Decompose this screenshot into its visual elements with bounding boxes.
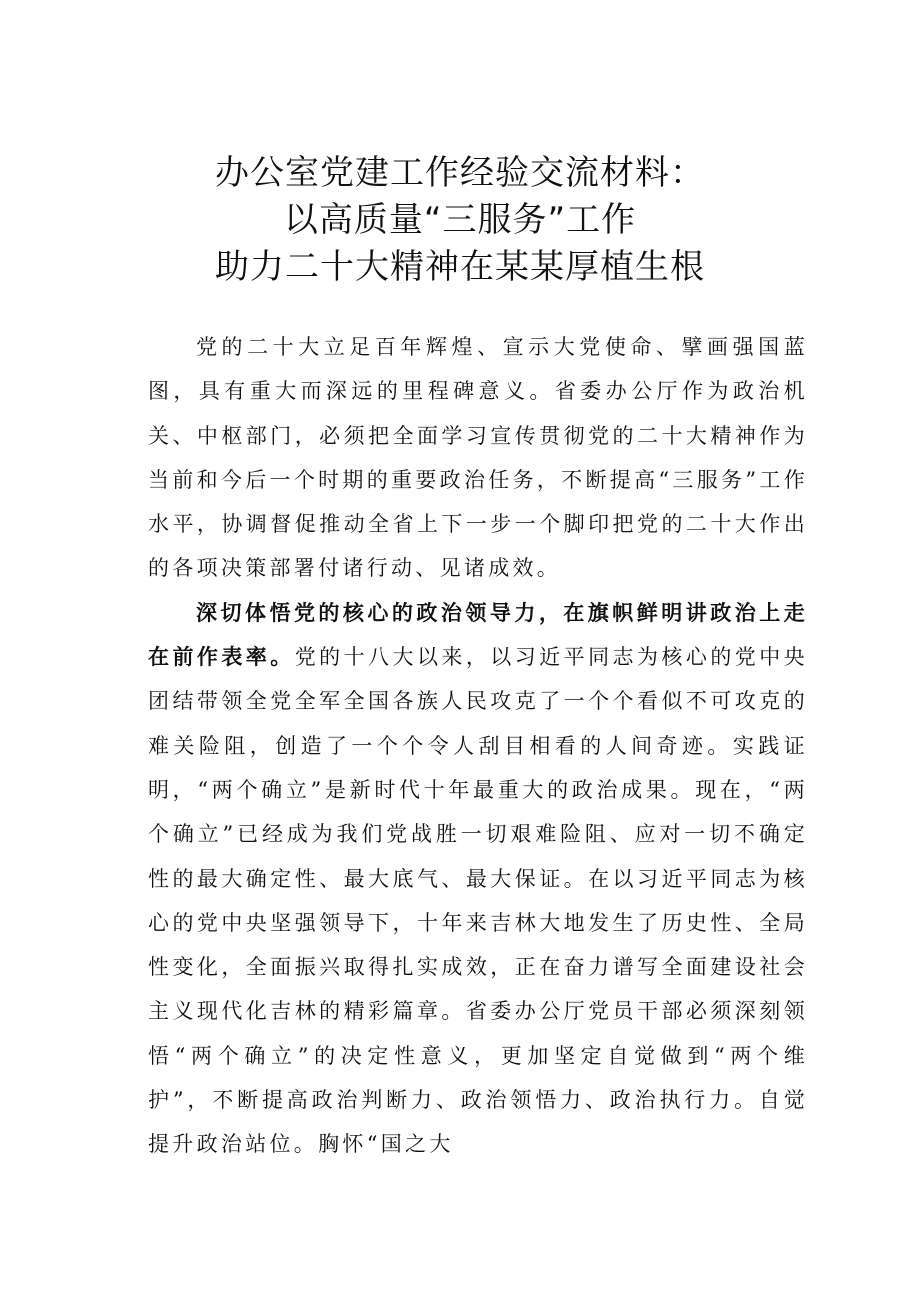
section-1-text: 党的十八大以来，以习近平同志为核心的党中央团结带领全党全军全国各族人民攻克了一个个看似不可攻克的难关险阻，创造了一个个令人刮目相看的人间奇迹。实践证明，“两个确立”是新时代十年最重大的政治成果。现在，“两个确立”已经成为我们党战胜一切艰难险阻、应对一切不确定性的最大确定性、最大底气、最大保证。在以习近平同志为核心的党中央坚强领导下，十年来吉林大地发生了历史性、全局性变化，全面振兴取得扎实成效，正在奋力谱写全面建设社会主义现代化吉林的精彩篇章。省委办公厅党员干部必须深刻领悟“两个确立”的决定性意义，更加坚定自觉做到“两个维护”，不断提高政治判断力、政治领悟力、政治执行力。自觉提升政治站位。胸怀“国之大 bbox=[148, 645, 808, 1157]
document-body bbox=[148, 325, 808, 1167]
title-line-2: 以高质量“三服务”工作 bbox=[283, 200, 637, 240]
title-line-1: 办公室党建工作经验交流材料： bbox=[215, 153, 705, 193]
paragraph-intro-text: 党的二十大立足百年辉煌、宣示大党使命、擘画强国蓝图，具有重大而深远的里程碑意义。省委办公厅作为政治机关、中枢部门，必须把全面学习宣传贯彻党的二十大精神作为当前和今后一个时期的重要政治任务，不断提高“三服务”工作水平，协调督促推动全省上下一步一个脚印把党的二十大作出的各项决策部署付诸行动、见诸成效。 bbox=[148, 335, 808, 581]
section-1-heading: 深切体悟党的核心的政治领导力，在旗帜鲜明讲政治上走在前作表率。 bbox=[148, 599, 808, 670]
paragraph-section-1 bbox=[148, 591, 808, 1167]
paragraph-intro bbox=[148, 325, 808, 591]
document-title bbox=[0, 150, 920, 291]
title-line-3: 助力二十大精神在某某厚植生根 bbox=[215, 247, 705, 287]
